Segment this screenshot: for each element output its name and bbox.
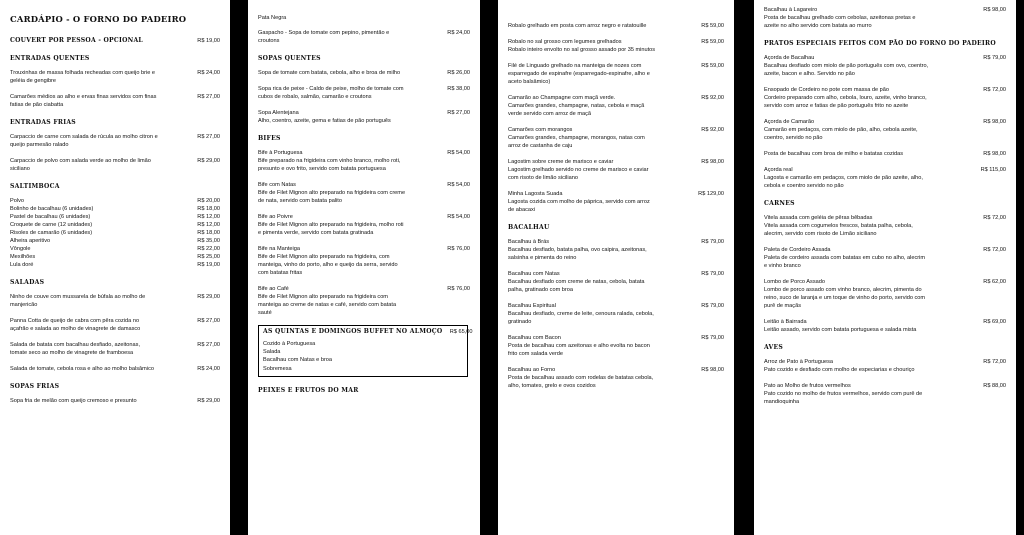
buffet-line: Sobremesa bbox=[263, 365, 292, 372]
menu-page-4 bbox=[754, 0, 1016, 535]
section-heading-peixes: PEIXES E FRUTOS DO MAR bbox=[258, 386, 359, 394]
menu-item: Polvo R$ 20,00 bbox=[10, 198, 220, 204]
menu-item: Bife com Natas Bife de Filet Mignon alto preparado na frigideira com creme de nata, servido com batata palito R$ 54,00 bbox=[258, 182, 470, 204]
menu-item: Leitão à Bairrada Leitão assado, servido com batata portuguesa e salada mista R$ 69,00 bbox=[764, 319, 1006, 333]
menu-item: Açorda de Bacalhau Bacalhau desfiado com miolo de pão português com ovo, coentro, azeite, bacon e alho. Servido no pão R$ 79,00 bbox=[764, 55, 1006, 77]
menu-item: Posta de bacalhau com broa de milho e batatas cozidas R$ 98,00 bbox=[764, 151, 1006, 157]
menu-item: Robalo grelhado em posta com arroz negro e ratatouille R$ 59,00 bbox=[508, 23, 724, 29]
menu-item: Paleta de Cordeiro Assada Paleta de cordeiro assada com batatas em cubo no alho, alecrim e vinho branco R$ 72,00 bbox=[764, 247, 1006, 269]
menu-item: Trouxinhas de massa folhada recheadas com queijo brie e geléia de gengibre R$ 24,00 bbox=[10, 70, 220, 84]
couvert-row bbox=[10, 37, 220, 45]
menu-item: Bife na Manteiga Bife de Filet Mignon alto preparado na frigideira, com manteiga, vinho do porto, alho e queijo da serra, servido com batatas fritas R$ 76,00 bbox=[258, 246, 470, 276]
menu-item: Ninho de couve com mussarela de búfala ao molho de manjericão R$ 29,00 bbox=[10, 294, 220, 308]
menu-item: Sopa fria de melão com queijo cremoso e presunto R$ 29,00 bbox=[10, 398, 220, 404]
buffet-line: Salada bbox=[263, 349, 281, 356]
menu-item: Bacalhau Espiritual Bacalhau desfiado, creme de leite, cenoura ralada, cebola, gratinado R$ 79,00 bbox=[508, 303, 724, 325]
menu-item: Lula doré R$ 19,00 bbox=[10, 262, 220, 268]
couvert-price: R$ 19,00 bbox=[197, 38, 220, 44]
menu-item: Pato ao Molho de frutos vermelhos Pato cozido no molho de frutos vermelhos, servido com purê de mandioquinha R$ 88,00 bbox=[764, 383, 1006, 405]
menu-item: Bife ao Poivre Bife de Filet Mignon alto preparado na frigideira, molho roti e pimenta verde, servido com batata gratinada R$ 54,00 bbox=[258, 214, 470, 236]
menu-item: Carpaccio de carne com salada de rúcula ao molho citron e queijo parmesão ralado R$ 27,00 bbox=[10, 134, 220, 148]
menu-item: Bife ao Café Bife de Filet Mignon alto preparado na frigideira com manteiga ao creme de natas e café, servido com batata sauté R$ 76,00 bbox=[258, 286, 470, 316]
menu-item: Ensopado de Cordeiro no pote com massa de pão Cordeiro preparado com alho, cebola, louro, azeite, vinho branco, servido com arroz e fatias de pão português frito no azeite R$ 72,00 bbox=[764, 87, 1006, 109]
section-heading-saladas: SALADAS bbox=[10, 279, 45, 286]
menu-item: Açorda real Lagosta e camarão em pedaços, com miolo de pão azeite, alho, cebola e coentro servido no pão R$ 115,00 bbox=[764, 167, 1006, 189]
menu-page-3 bbox=[498, 0, 734, 535]
menu-page-2 bbox=[248, 0, 480, 535]
buffet-line: Cozido à Portuguesa bbox=[263, 341, 316, 347]
menu-item: Mexilhões R$ 25,00 bbox=[10, 254, 220, 260]
menu-item: Sopa rica de peixe - Caldo de peixe, molho de tomate com cubos de robalo, salmão, camarão e croutons R$ 38,00 bbox=[258, 86, 470, 100]
menu-item: Carpaccio de polvo com salada verde ao molho de limão siciliano R$ 29,00 bbox=[10, 158, 220, 172]
menu-item: Bacalhau com Bacon Posta de bacalhau com azeitonas e alho evolta no bacon frito com salada verde R$ 79,00 bbox=[508, 335, 724, 357]
menu-item: Camarões médios ao alho e ervas finas servidos com finas fatias de pão ciabatta R$ 27,00 bbox=[10, 94, 220, 108]
menu-item: Filé de Linguado grelhado na manteiga de nozes com esparregado de espinafre (esparregado-espinafre, alho e aceto balsâmico) R$ 59,00 bbox=[508, 63, 724, 85]
menu-item: Salada de tomate, cebola rosa e alho ao molho balsâmico R$ 24,00 bbox=[10, 366, 220, 372]
menu-item: Camarões com morangos Camarões grandes, champagne, morangos, natas com arroz de castanha de caju R$ 92,00 bbox=[508, 127, 724, 149]
menu-item: Bacalhau ao Forno Posta de bacalhau assado com rodelas de batatas cebola, alho, tomates, grelo e ovos cozidos R$ 98,00 bbox=[508, 367, 724, 389]
couvert-label: COUVERT POR PESSOA - OPCIONAL bbox=[10, 37, 143, 44]
buffet-line: Bacalhau com Natas e broa bbox=[263, 357, 333, 364]
section-heading-sopas-quentes: SOPAS QUENTES bbox=[258, 55, 321, 62]
saltimboca-list bbox=[10, 197, 220, 269]
menu-item: Bife à Portuguesa Bife preparado na frigideira com vinho branco, molho roti, presunto e ovo frito, servido com batata portuguesa R$ 54,00 bbox=[258, 150, 470, 172]
section-heading-aves: AVES bbox=[764, 344, 784, 351]
menu-item: Risoles de camarão (6 unidades) R$ 18,00 bbox=[10, 230, 220, 236]
menu-item: Pastel de bacalhau (6 unidades) R$ 12,00 bbox=[10, 214, 220, 220]
menu-item: Panna Cotta de queijo de cabra com pêra cozida no açafrão e salada ao molho de vinagrete de damasco R$ 27,00 bbox=[10, 318, 220, 332]
section-heading-pratos-especiais: PRATOS ESPECIAIS FEITOS COM PÃO DO FORNO DO PADEIRO bbox=[764, 40, 996, 47]
buffet-box bbox=[258, 325, 473, 377]
menu-item: Sopa de tomate com batata, cebola, alho e broa de milho R$ 26,00 bbox=[258, 70, 470, 76]
menu-item: Açorda de Camarão Camarão em pedaços, com miolo de pão, alho, cebola azeite, coentro, servido no pão R$ 98,00 bbox=[764, 119, 1006, 141]
section-heading-carnes: CARNES bbox=[764, 200, 795, 207]
buffet-heading: AS QUINTAS E DOMINGOS BUFFET NO ALMOÇO bbox=[263, 328, 443, 335]
buffet-header bbox=[263, 328, 473, 336]
menu-item: Pata Negra bbox=[258, 15, 287, 21]
menu-item: Bacalhau à Lagareiro Posta de bacalhau grelhado com cebolas, azeitonas pretas e azeite no alho servido com batata ao murro R$ 98,00 bbox=[764, 7, 1006, 29]
menu-item: Bacalhau à Brás Bacalhau desfiado, batata palha, ovo caipira, azeitonas, salsinha e pimenta do reino R$ 79,00 bbox=[508, 239, 724, 261]
section-heading-sopas-frias: SOPAS FRIAS bbox=[10, 383, 60, 390]
section-heading-bacalhau: BACALHAU bbox=[508, 224, 550, 231]
menu-item: Lagostim sobre creme de marisco e caviar Lagostim grelhado servido no creme de marisco e caviar com risoto de limão siciliano R$ 98,00 bbox=[508, 159, 724, 181]
section-heading-bifes: BIFES bbox=[258, 135, 281, 142]
section-heading-entradas-quentes: ENTRADAS QUENTES bbox=[10, 55, 90, 62]
menu-item: Alheira aperitivo R$ 35,00 bbox=[10, 238, 220, 244]
section-heading-entradas-frias: ENTRADAS FRIAS bbox=[10, 119, 76, 126]
menu-item: Salada de batata com bacalhau desfiado, azeitonas, tomate seco ao molho de vinagrete de framboesa R$ 27,00 bbox=[10, 342, 220, 356]
menu-item: Vôngole R$ 22,00 bbox=[10, 246, 220, 252]
menu-item: Arroz de Pato à Portuguesa Pato cozido e desfiado com molho de especiarias e chouriço R$ 72,00 bbox=[764, 359, 1006, 373]
menu-item: Gaspacho - Sopa de tomate com pepino, pimentão e croutons R$ 24,00 bbox=[258, 30, 470, 44]
menu-item: Vitela assada com geléia de pêras bêbadas Vitela assada com cogumelos frescos, batata palha, cebola, alecrim, servido com risoto de Limão siciliano R$ 72,00 bbox=[764, 215, 1006, 237]
menu-page-1 bbox=[0, 0, 230, 535]
section-heading-saltimboca: SALTIMBOCA bbox=[10, 183, 60, 190]
menu-item: Camarão ao Champagne com maçã verde. Camarões grandes, champagne, natas, cebola e maçã verde servido com arroz de maçã R$ 92,00 bbox=[508, 95, 724, 117]
menu-item: Minha Lagosta Suada Lagosta cozida com molho de páprica, servido com arroz de abacaxi R$ 129,00 bbox=[508, 191, 724, 213]
menu-item: Lombo de Porco Assado Lombo de porco assado com vinho branco, alecrim, pimenta do reino, suco de laranja e um toque de vinho do porto, servido com purê de maçãs R$ 62,00 bbox=[764, 279, 1006, 309]
menu-item: Bacalhau com Natas Bacalhau desfiado com creme de natas, cebola, batata palha, gratinado com broa R$ 79,00 bbox=[508, 271, 724, 293]
menu-item: Bolinho de bacalhau (6 unidades) R$ 18,00 bbox=[10, 206, 220, 212]
menu-item: Croquete de carne (12 unidades) R$ 12,00 bbox=[10, 222, 220, 228]
menu-title: CARDÁPIO - O FORNO DO PADEIRO bbox=[10, 14, 187, 24]
menu-item: Robalo no sal grosso com legumes grelhados Robalo inteiro envolto no sal grosso assado por 35 minutos R$ 59,00 bbox=[508, 39, 724, 53]
menu-item: Sopa Alentejana Alho, coentro, azeite, gema e fatias de pão português R$ 27,00 bbox=[258, 110, 470, 124]
buffet-price: R$ 65,00 bbox=[449, 329, 473, 335]
